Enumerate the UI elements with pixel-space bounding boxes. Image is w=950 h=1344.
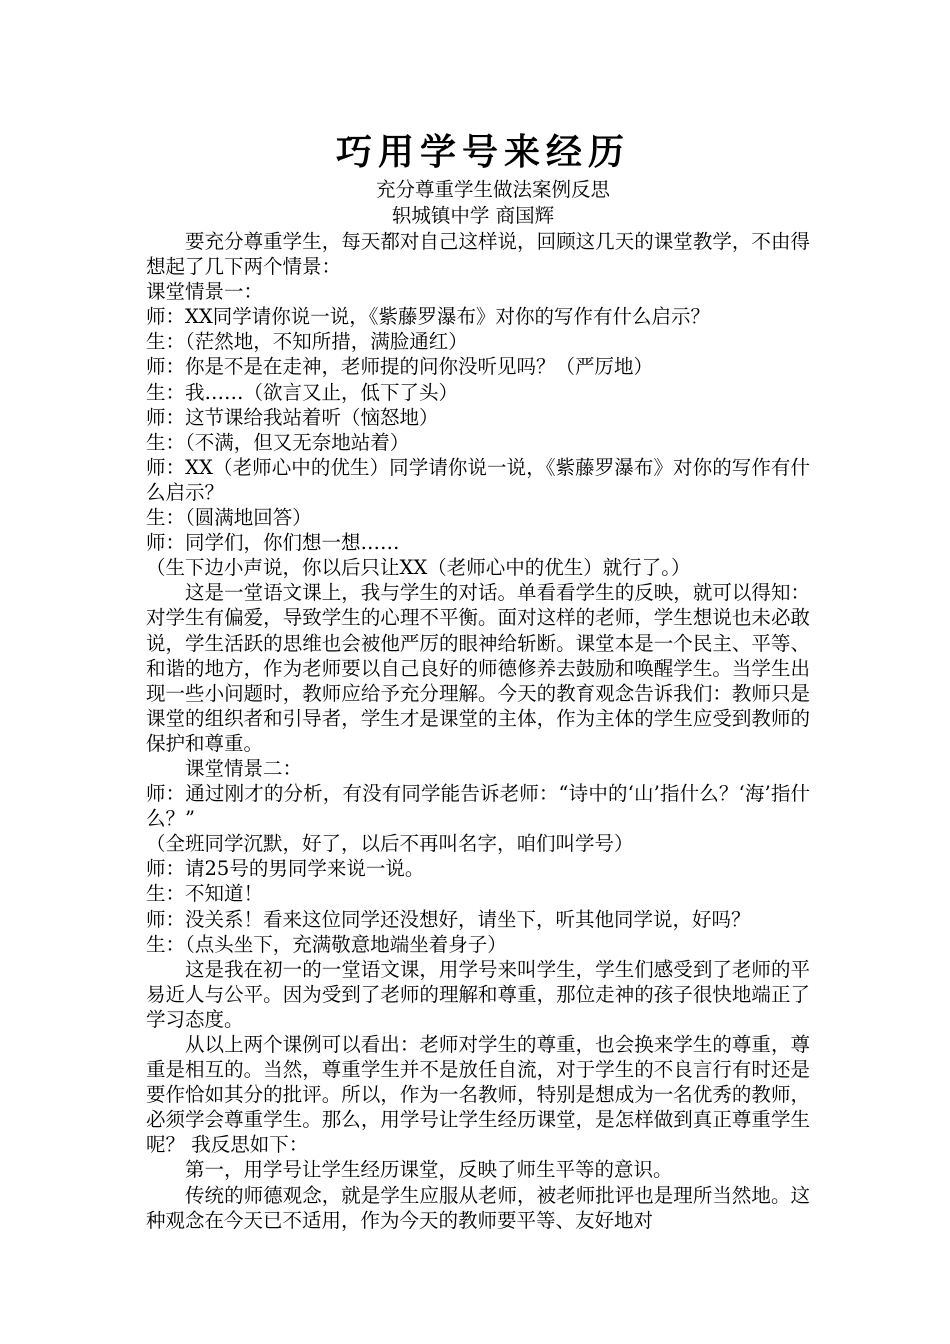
- paragraph: 生：我……（欲言又止，低下了头）: [146, 380, 459, 404]
- paragraph: （全班同学沉默，好了，以后不再叫名字，咱们叫学号）: [146, 832, 634, 856]
- paragraph: 第一，用学号让学生经历课堂，反映了师生平等的意识。: [185, 1158, 673, 1182]
- paragraph: 传统的师德观念，就是学生应服从老师，被老师批评也是理所当然地。这种观念在今天已不适用，作为今天的教师要平等、友好地对: [146, 1183, 810, 1232]
- paragraph: 课堂情景二：: [185, 756, 303, 780]
- paragraph: 师：XX同学请你说一说，《紫藤罗瀑布》对你的写作有什么启示？: [146, 305, 711, 329]
- document-author: 轵城镇中学 商国辉: [391, 204, 555, 227]
- paragraph: 师：通过刚才的分析，有没有同学能告诉老师：“诗中的‘山’指什么？‘海’指什么？”: [146, 782, 810, 831]
- document-page: [146, 128, 810, 1233]
- paragraph: 生：（圆满地回答）: [146, 506, 312, 530]
- document-subtitle: 充分尊重学生做法案例反思: [375, 178, 610, 201]
- paragraph: 师：XX（老师心中的优生）同学请你说一说，《紫藤罗瀑布》对你的写作有什么启示？: [146, 455, 810, 504]
- paragraph: 师：请25号的男同学来说一说。: [146, 857, 425, 881]
- paragraph: 师：同学们，你们想一想……: [146, 531, 400, 555]
- paragraph: 生：（不满，但又无奈地站着）: [146, 430, 410, 454]
- paragraph: 师：没关系！看来这位同学还没想好，请坐下，听其他同学说，好吗？: [146, 907, 751, 931]
- document-body: [146, 229, 810, 1233]
- paragraph: 师：这节课给我站着听（恼怒地）: [146, 405, 439, 429]
- paragraph: 师：你是不是在走神，老师提的问你没听见吗？（严厉地）: [146, 355, 654, 379]
- paragraph: （生下边小声说，你以后只让XX（老师心中的优生）就行了。）: [146, 556, 691, 580]
- paragraph: 生：不知道！: [146, 882, 264, 906]
- document-title: 巧用学号来经历: [335, 131, 630, 173]
- paragraph: 生：（茫然地，不知所措，满脸通红）: [146, 330, 468, 354]
- paragraph: 生：（点头坐下，充满敬意地端坐着身子）: [146, 932, 507, 956]
- paragraph: 这是一堂语文课上，我与学生的对话。单看看学生的反映，就可以得知：对学生有偏爱，导致学生的心理不平衡。面对这样的老师，学生想说也未必敢说，学生活跃的思维也会被他严厉的眼神给斩断。课堂本是一个民主、平等、和谐的地方，作为老师要以自己良好的师德修养去鼓励和唤醒学生。当学生出现一些小问题时，教师应给予充分理解。今天的教育观念告诉我们：教师只是课堂的组织者和引导者，学生才是课堂的主体，作为主体的学生应受到教师的保护和尊重。: [146, 581, 810, 755]
- paragraph: 从以上两个课例可以看出：老师对学生的尊重，也会换来学生的尊重，尊重是相互的。当然，尊重学生并不是放任自流，对于学生的不良言行有时还是要作恰如其分的批评。所以，作为一名教师，特别是想成为一名优秀的教师，必须学会尊重学生。那么，用学号让学生经历课堂，是怎样做到真正尊重学生呢？ 我反思如下：: [146, 1033, 810, 1157]
- paragraph: 要充分尊重学生，每天都对自己这样说，回顾这几天的课堂教学，不由得想起了几下两个情景：: [146, 230, 810, 279]
- paragraph: 课堂情景一：: [146, 280, 264, 304]
- paragraph: 这是我在初一的一堂语文课，用学号来叫学生，学生们感受到了老师的平易近人与公平。因为受到了老师的理解和尊重，那位走神的孩子很快地端正了学习态度。: [146, 957, 810, 1031]
